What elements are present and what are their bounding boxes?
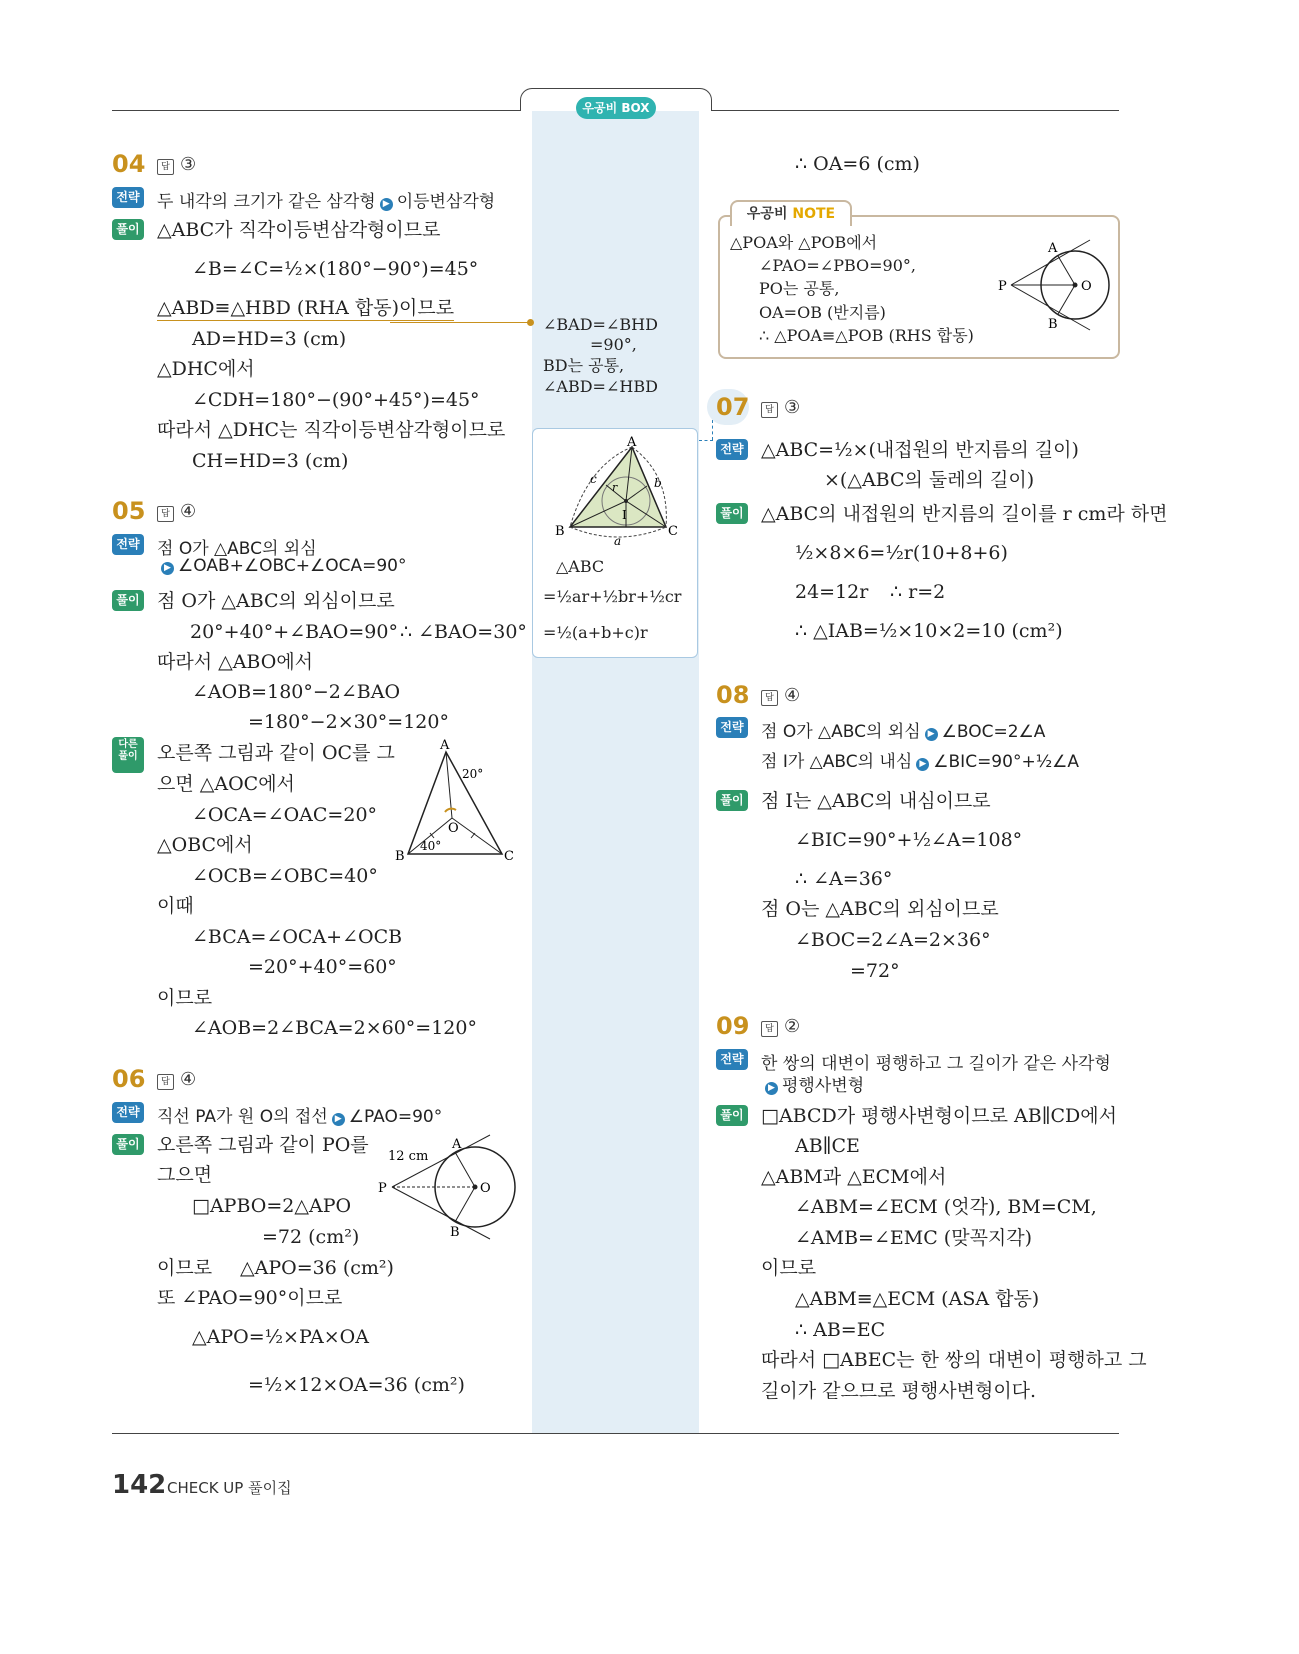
- p06-line-5: 이므로: [157, 1257, 213, 1279]
- p05-alt-9: 이므로: [157, 987, 213, 1009]
- p09-line-3: △ABM과 △ECM에서: [761, 1166, 947, 1188]
- strategy-tag: 전략: [716, 1049, 748, 1070]
- arrow-icon: ▶: [925, 728, 938, 741]
- p09-line-6: 이므로: [761, 1257, 817, 1279]
- p04-line-3: △ABD≡△HBD (RHA 합동)이므로: [157, 297, 455, 319]
- problem-05-strategy-1: 점 O가 △ABC의 외심: [157, 539, 317, 559]
- p08-line-3: ∴ ∠A=36°: [795, 868, 893, 890]
- problem-04-strategy: 두 내각의 크기가 같은 삼각형 ▶ 이등변삼각형: [157, 192, 496, 212]
- problem-04-answer: 답 ③: [157, 154, 196, 175]
- p05-fig-O: O: [448, 821, 459, 836]
- strategy-tag: 전략: [112, 534, 144, 555]
- p05-alt-4: △OBC에서: [157, 834, 253, 856]
- note-line-2: ∠PAO=∠PBO=90°,: [759, 256, 916, 275]
- note-figure: [995, 238, 1115, 333]
- p04-line-7: 따라서 △DHC는 직각이등변삼각형이므로: [157, 419, 506, 441]
- p05-line-5: ∠AOB=180°−2∠BAO: [192, 681, 401, 703]
- problem-06-strategy: 직선 PA가 원 O의 접선 ▶ ∠PAO=90°: [157, 1107, 443, 1127]
- box-note-2: =90°,: [590, 335, 637, 354]
- p06-line-2: 그으면: [157, 1164, 213, 1186]
- arrow-icon: ▶: [916, 758, 929, 771]
- p07-line-3: 24=12r: [795, 581, 869, 603]
- strategy-tag: 전략: [112, 187, 144, 208]
- problem-09-strategy-2: ▶ 평행사변형: [761, 1071, 864, 1096]
- p05-alt-1: 오른쪽 그림과 같이 OC를 그: [157, 742, 395, 764]
- problem-09-answer: 답 ②: [761, 1016, 800, 1037]
- p05-alt-2: 으면 △AOC에서: [157, 773, 295, 795]
- p05-alt-7: ∠BCA=∠OCA+∠OCB: [192, 926, 403, 948]
- incircle-figure: [548, 435, 688, 550]
- incircle-B: B: [555, 524, 565, 539]
- note-line-4: OA=OB (반지름): [759, 303, 886, 322]
- p06-line-4: =72 (cm²): [262, 1226, 360, 1248]
- p05-line-3: ∴ ∠BAO=30°: [400, 621, 527, 643]
- p06-fig-O: O: [480, 1181, 491, 1196]
- p04-line-4: AD=HD=3 (cm): [192, 328, 347, 350]
- incircle-r: r: [612, 481, 618, 494]
- p05-line-4: 따라서 △ABO에서: [157, 651, 314, 673]
- problem-08-answer: 답 ④: [761, 685, 800, 706]
- problem-08-strategy-2: 점 I가 △ABC의 내심 ▶ ∠BIC=90°+½∠A: [761, 752, 1080, 772]
- arrow-icon: ▶: [332, 1113, 345, 1126]
- solution-tag: 풀이: [112, 590, 144, 611]
- problem-09-strategy-1: 한 쌍의 대변이 평행하고 그 길이가 같은 사각형: [761, 1054, 1111, 1074]
- p09-line-1: □ABCD가 평행사변형이므로 AB∥CD에서: [761, 1105, 1117, 1127]
- p06-fig-len: 12 cm: [388, 1149, 429, 1164]
- box-label: 우공비 BOX: [576, 97, 656, 119]
- incircle-c: c: [590, 472, 597, 486]
- p05-alt-10: ∠AOB=2∠BCA=2×60°=120°: [192, 1017, 477, 1039]
- p05-triangle-figure: [390, 738, 520, 868]
- p08-line-5: ∠BOC=2∠A=2×36°: [795, 929, 991, 951]
- footer-rule: [112, 1433, 1119, 1434]
- p05-alt-8: =20°+40°=60°: [248, 956, 397, 978]
- p04-line-5: △DHC에서: [157, 358, 255, 380]
- problem-07-number: 07: [716, 393, 750, 421]
- alt-solution-tag: 다른 풀이: [112, 737, 144, 773]
- box-note-3: BD는 공통,: [543, 356, 625, 375]
- note-line-3: PO는 공통,: [759, 279, 840, 298]
- box-note-4: ∠ABD=∠HBD: [543, 377, 658, 396]
- p05-fig-angle-a: 20°: [462, 767, 484, 781]
- incircle-connector: [699, 440, 713, 442]
- p09-line-9: 따라서 □ABEC는 한 쌍의 대변이 평행하고 그: [761, 1349, 1147, 1371]
- p04-line-6: ∠CDH=180°−(90°+45°)=45°: [192, 389, 480, 411]
- p04-line-1: △ABC가 직각이등변삼각형이므로: [157, 219, 441, 241]
- problem-05-strategy-2: ▶ ∠OAB+∠OBC+∠OCA=90°: [157, 556, 406, 576]
- note-title-tab: 우공비 NOTE: [730, 200, 852, 226]
- right-top-line: ∴ OA=6 (cm): [795, 153, 920, 175]
- arrow-icon: ▶: [765, 1082, 778, 1095]
- incircle-a: a: [614, 534, 622, 548]
- arrow-icon: ▶: [380, 198, 393, 211]
- solution-tag: 풀이: [716, 503, 748, 524]
- p07-line-2: ½×8×6=½r(10+8+6): [795, 542, 1008, 564]
- p05-line-6: =180°−2×30°=120°: [248, 711, 449, 733]
- p09-line-2: AB∥CE: [795, 1135, 860, 1157]
- note-fig-P: P: [998, 279, 1007, 294]
- problem-06-number: 06: [112, 1065, 146, 1093]
- p07-line-5: ∴ △IAB=½×10×2=10 (cm²): [795, 620, 1063, 642]
- note-fig-O: O: [1081, 279, 1092, 294]
- strategy-tag: 전략: [716, 717, 748, 738]
- p08-line-2: ∠BIC=90°+½∠A=108°: [795, 829, 1023, 851]
- incircle-b: b: [654, 476, 662, 490]
- incircle-connector-v: [712, 420, 714, 440]
- book-title: CHECK UP 풀이집: [167, 1479, 292, 1497]
- p05-fig-B: B: [395, 849, 405, 864]
- p05-alt-5: ∠OCB=∠OBC=40°: [192, 865, 378, 887]
- p05-alt-6: 이때: [157, 895, 194, 917]
- p05-fig-angle-b: 40°: [420, 839, 442, 853]
- p06-fig-B: B: [450, 1225, 460, 1240]
- p06-line-1: 오른쪽 그림과 같이 PO를: [157, 1134, 369, 1156]
- p06-line-8: △APO=½×PA×OA: [192, 1326, 369, 1348]
- incircle-I: I: [622, 508, 627, 522]
- solution-tag: 풀이: [716, 790, 748, 811]
- p07-line-1: △ABC의 내접원의 반지름의 길이를 r cm라 하면: [761, 503, 1168, 525]
- arrow-icon: ▶: [161, 562, 174, 575]
- p09-line-4: ∠ABM=∠ECM (엇각), BM=CM,: [795, 1196, 1097, 1218]
- p05-fig-C: C: [504, 849, 514, 864]
- p08-line-6: =72°: [850, 960, 900, 982]
- p07-line-4: ∴ r=2: [890, 581, 946, 603]
- problem-08-strategy-1: 점 O가 △ABC의 외심 ▶ ∠BOC=2∠A: [761, 722, 1046, 742]
- page-number: 142: [112, 1470, 167, 1500]
- problem-07-answer: 답 ③: [761, 397, 800, 418]
- note-line-5: ∴ △POA≡△POB (RHS 합동): [759, 326, 974, 345]
- header-rule-right: [708, 110, 1119, 111]
- header-rule-left: [112, 110, 522, 111]
- box-note-1: ∠BAD=∠BHD: [543, 315, 658, 334]
- p04-line-8: CH=HD=3 (cm): [192, 450, 349, 472]
- incircle-A: A: [627, 435, 637, 450]
- note-line-1: △POA와 △POB에서: [730, 233, 878, 252]
- note-fig-B: B: [1048, 317, 1058, 332]
- p04-connector: [390, 322, 530, 323]
- incircle-formula-3: =½(a+b+c)r: [543, 623, 648, 642]
- strategy-tag: 전략: [112, 1102, 144, 1123]
- p08-line-4: 점 O는 △ABC의 외심이므로: [761, 898, 999, 920]
- p06-line-7: 또 ∠PAO=90°이므로: [157, 1287, 343, 1309]
- p09-line-5: ∠AMB=∠EMC (맞꼭지각): [795, 1227, 1033, 1249]
- problem-08-number: 08: [716, 681, 750, 709]
- p06-fig-P: P: [378, 1181, 387, 1196]
- p06-line-9: =½×12×OA=36 (cm²): [248, 1374, 465, 1396]
- p06-line-3: □APBO=2△APO: [192, 1195, 352, 1217]
- incircle-formula-2: =½ar+½br+½cr: [543, 587, 682, 606]
- strategy-tag: 전략: [716, 439, 748, 460]
- problem-06-answer: 답 ④: [157, 1069, 196, 1090]
- problem-04-number: 04: [112, 150, 146, 178]
- p06-line-6: △APO=36 (cm²): [240, 1257, 394, 1279]
- problem-05-answer: 답 ④: [157, 501, 196, 522]
- p06-tangent-figure: [372, 1130, 522, 1240]
- p05-line-1: 점 O가 △ABC의 외심이므로: [157, 590, 395, 612]
- solution-tag: 풀이: [112, 219, 144, 240]
- p08-line-1: 점 I는 △ABC의 내심이므로: [761, 790, 991, 812]
- incircle-C: C: [668, 524, 678, 539]
- p04-line-2: ∠B=∠C=½×(180°−90°)=45°: [192, 258, 479, 280]
- problem-07-strategy-2: ×(△ABC의 둘레의 길이): [824, 469, 1035, 491]
- note-fig-A: A: [1048, 241, 1058, 256]
- problem-09-number: 09: [716, 1012, 750, 1040]
- problem-05-number: 05: [112, 497, 146, 525]
- p05-alt-3: ∠OCA=∠OAC=20°: [192, 804, 378, 826]
- p09-line-10: 길이가 같으므로 평행사변형이다.: [761, 1380, 1037, 1402]
- p05-fig-A: A: [440, 738, 450, 753]
- p09-line-7: △ABM≡△ECM (ASA 합동): [795, 1288, 1040, 1310]
- incircle-formula-1: △ABC: [556, 557, 605, 576]
- p05-line-2: 20°+40°+∠BAO=90°: [190, 621, 398, 643]
- p06-fig-A: A: [452, 1137, 462, 1152]
- box-column: [532, 111, 699, 1433]
- p04-connector-dot: [527, 319, 534, 326]
- solution-tag: 풀이: [716, 1105, 748, 1126]
- solution-tag: 풀이: [112, 1134, 144, 1155]
- p09-line-8: ∴ AB=EC: [795, 1319, 886, 1341]
- problem-07-strategy-1: △ABC=½×(내접원의 반지름의 길이): [761, 439, 1079, 461]
